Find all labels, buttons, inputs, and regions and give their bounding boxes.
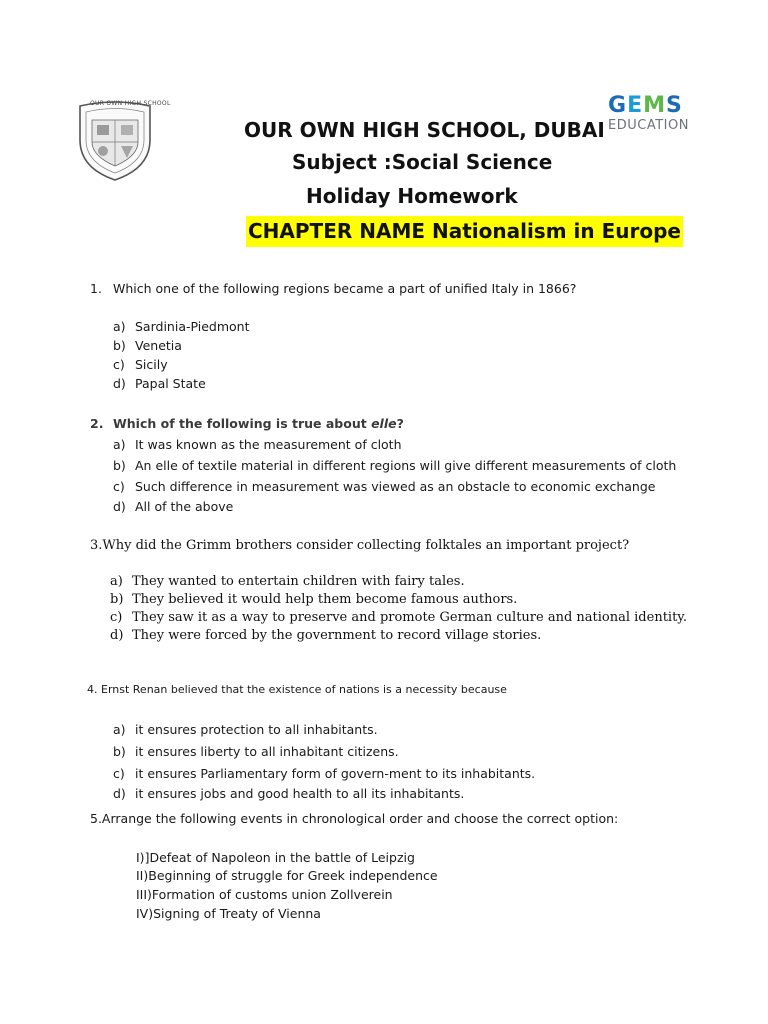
option-label: c) <box>110 610 123 625</box>
option-text: All of the above <box>135 499 234 514</box>
q5-event-4: IV)Signing of Treaty of Vienna <box>136 906 321 921</box>
q5-event-1: I)]Defeat of Napoleon in the battle of Leipzig <box>136 850 415 865</box>
option-text: Papal State <box>135 376 206 391</box>
q2-option-c <box>113 479 655 494</box>
option-label: b) <box>113 338 126 353</box>
gems-mark <box>608 94 708 118</box>
gems-letter-s: S <box>666 93 683 118</box>
school-name: OUR OWN HIGH SCHOOL, DUBAI <box>244 118 605 142</box>
gems-letter-g: G <box>608 93 628 118</box>
option-label: d) <box>113 786 126 801</box>
q4-option-d <box>113 786 464 801</box>
option-text: Venetia <box>135 338 182 353</box>
homework-title: Holiday Homework <box>306 184 518 208</box>
q1-option-b <box>113 338 182 353</box>
gems-letter-m: M <box>643 93 666 118</box>
option-text: it ensures liberty to all inhabitant citizens. <box>135 744 399 759</box>
question-2-number: 2. <box>90 416 104 431</box>
chapter-name-highlight: CHAPTER NAME Nationalism in Europe <box>246 216 683 247</box>
question-4: 4. Ernst Renan believed that the existence of nations is a necessity because <box>87 683 507 696</box>
question-3: 3.Why did the Grimm brothers consider collecting folktales an important project? <box>90 538 630 553</box>
q1-option-a <box>113 319 250 334</box>
q2-option-d <box>113 499 233 514</box>
question-5: 5.Arrange the following events in chronological order and choose the correct option: <box>90 811 619 826</box>
q2-option-b <box>113 458 676 473</box>
option-text: An elle of textile material in different regions will give different measurements of cloth <box>135 458 677 473</box>
option-label: a) <box>113 722 126 737</box>
question-1 <box>90 281 576 296</box>
question-2-text: Which of the following is true about <box>113 416 372 431</box>
option-text: It was known as the measurement of cloth <box>135 437 402 452</box>
option-label: a) <box>113 437 126 452</box>
option-label: a) <box>113 319 126 334</box>
option-text: it ensures jobs and good health to all its inhabitants. <box>135 786 465 801</box>
option-text: it ensures protection to all inhabitants. <box>135 722 378 737</box>
subject-line: Subject :Social Science <box>292 150 553 174</box>
gems-education-logo <box>608 94 708 140</box>
option-text: They wanted to entertain children with fairy tales. <box>132 574 465 589</box>
option-text: They saw it as a way to preserve and promote German culture and national identity. <box>132 610 688 625</box>
q1-option-c <box>113 357 168 372</box>
q1-option-d <box>113 376 206 391</box>
option-text: They were forced by the government to record village stories. <box>132 628 542 643</box>
q2-option-a <box>113 437 402 452</box>
option-label: c) <box>113 479 125 494</box>
option-text: Sardinia-Piedmont <box>135 319 250 334</box>
q5-event-3: III)Formation of customs union Zollverein <box>136 887 393 902</box>
option-label: b) <box>110 592 124 607</box>
option-text: it ensures Parliamentary form of govern-ment to its inhabitants. <box>135 766 536 781</box>
gems-education-text: EDUCATION <box>608 118 689 133</box>
q3-option-c <box>110 610 687 625</box>
option-label: d) <box>113 499 126 514</box>
option-label: d) <box>113 376 126 391</box>
option-text: Such difference in measurement was viewed as an obstacle to economic exchange <box>135 479 656 494</box>
q5-event-2: II)Beginning of struggle for Greek independence <box>136 868 438 883</box>
option-label: c) <box>113 357 125 372</box>
question-2-italic-term: elle <box>371 416 397 431</box>
q3-option-d <box>110 628 541 643</box>
option-label: b) <box>113 744 126 759</box>
option-label: a) <box>110 574 123 589</box>
question-1-text: Which one of the following regions became a part of unified Italy in 1866? <box>113 281 577 296</box>
q4-option-c <box>113 766 535 781</box>
q4-option-b <box>113 744 399 759</box>
q3-option-b <box>110 592 517 607</box>
option-label: c) <box>113 766 125 781</box>
school-crest-logo <box>72 96 158 182</box>
q3-option-a <box>110 574 465 589</box>
option-label: b) <box>113 458 126 473</box>
option-text: Sicily <box>135 357 168 372</box>
question-2 <box>90 416 404 431</box>
q4-option-a <box>113 722 378 737</box>
question-2-end: ? <box>396 416 404 431</box>
option-label: d) <box>110 628 124 643</box>
option-text: They believed it would help them become famous authors. <box>132 592 518 607</box>
question-1-number: 1. <box>90 281 102 296</box>
crest-caption: OUR OWN HIGH SCHOOL <box>90 100 171 107</box>
gems-letter-e: E <box>627 93 644 118</box>
